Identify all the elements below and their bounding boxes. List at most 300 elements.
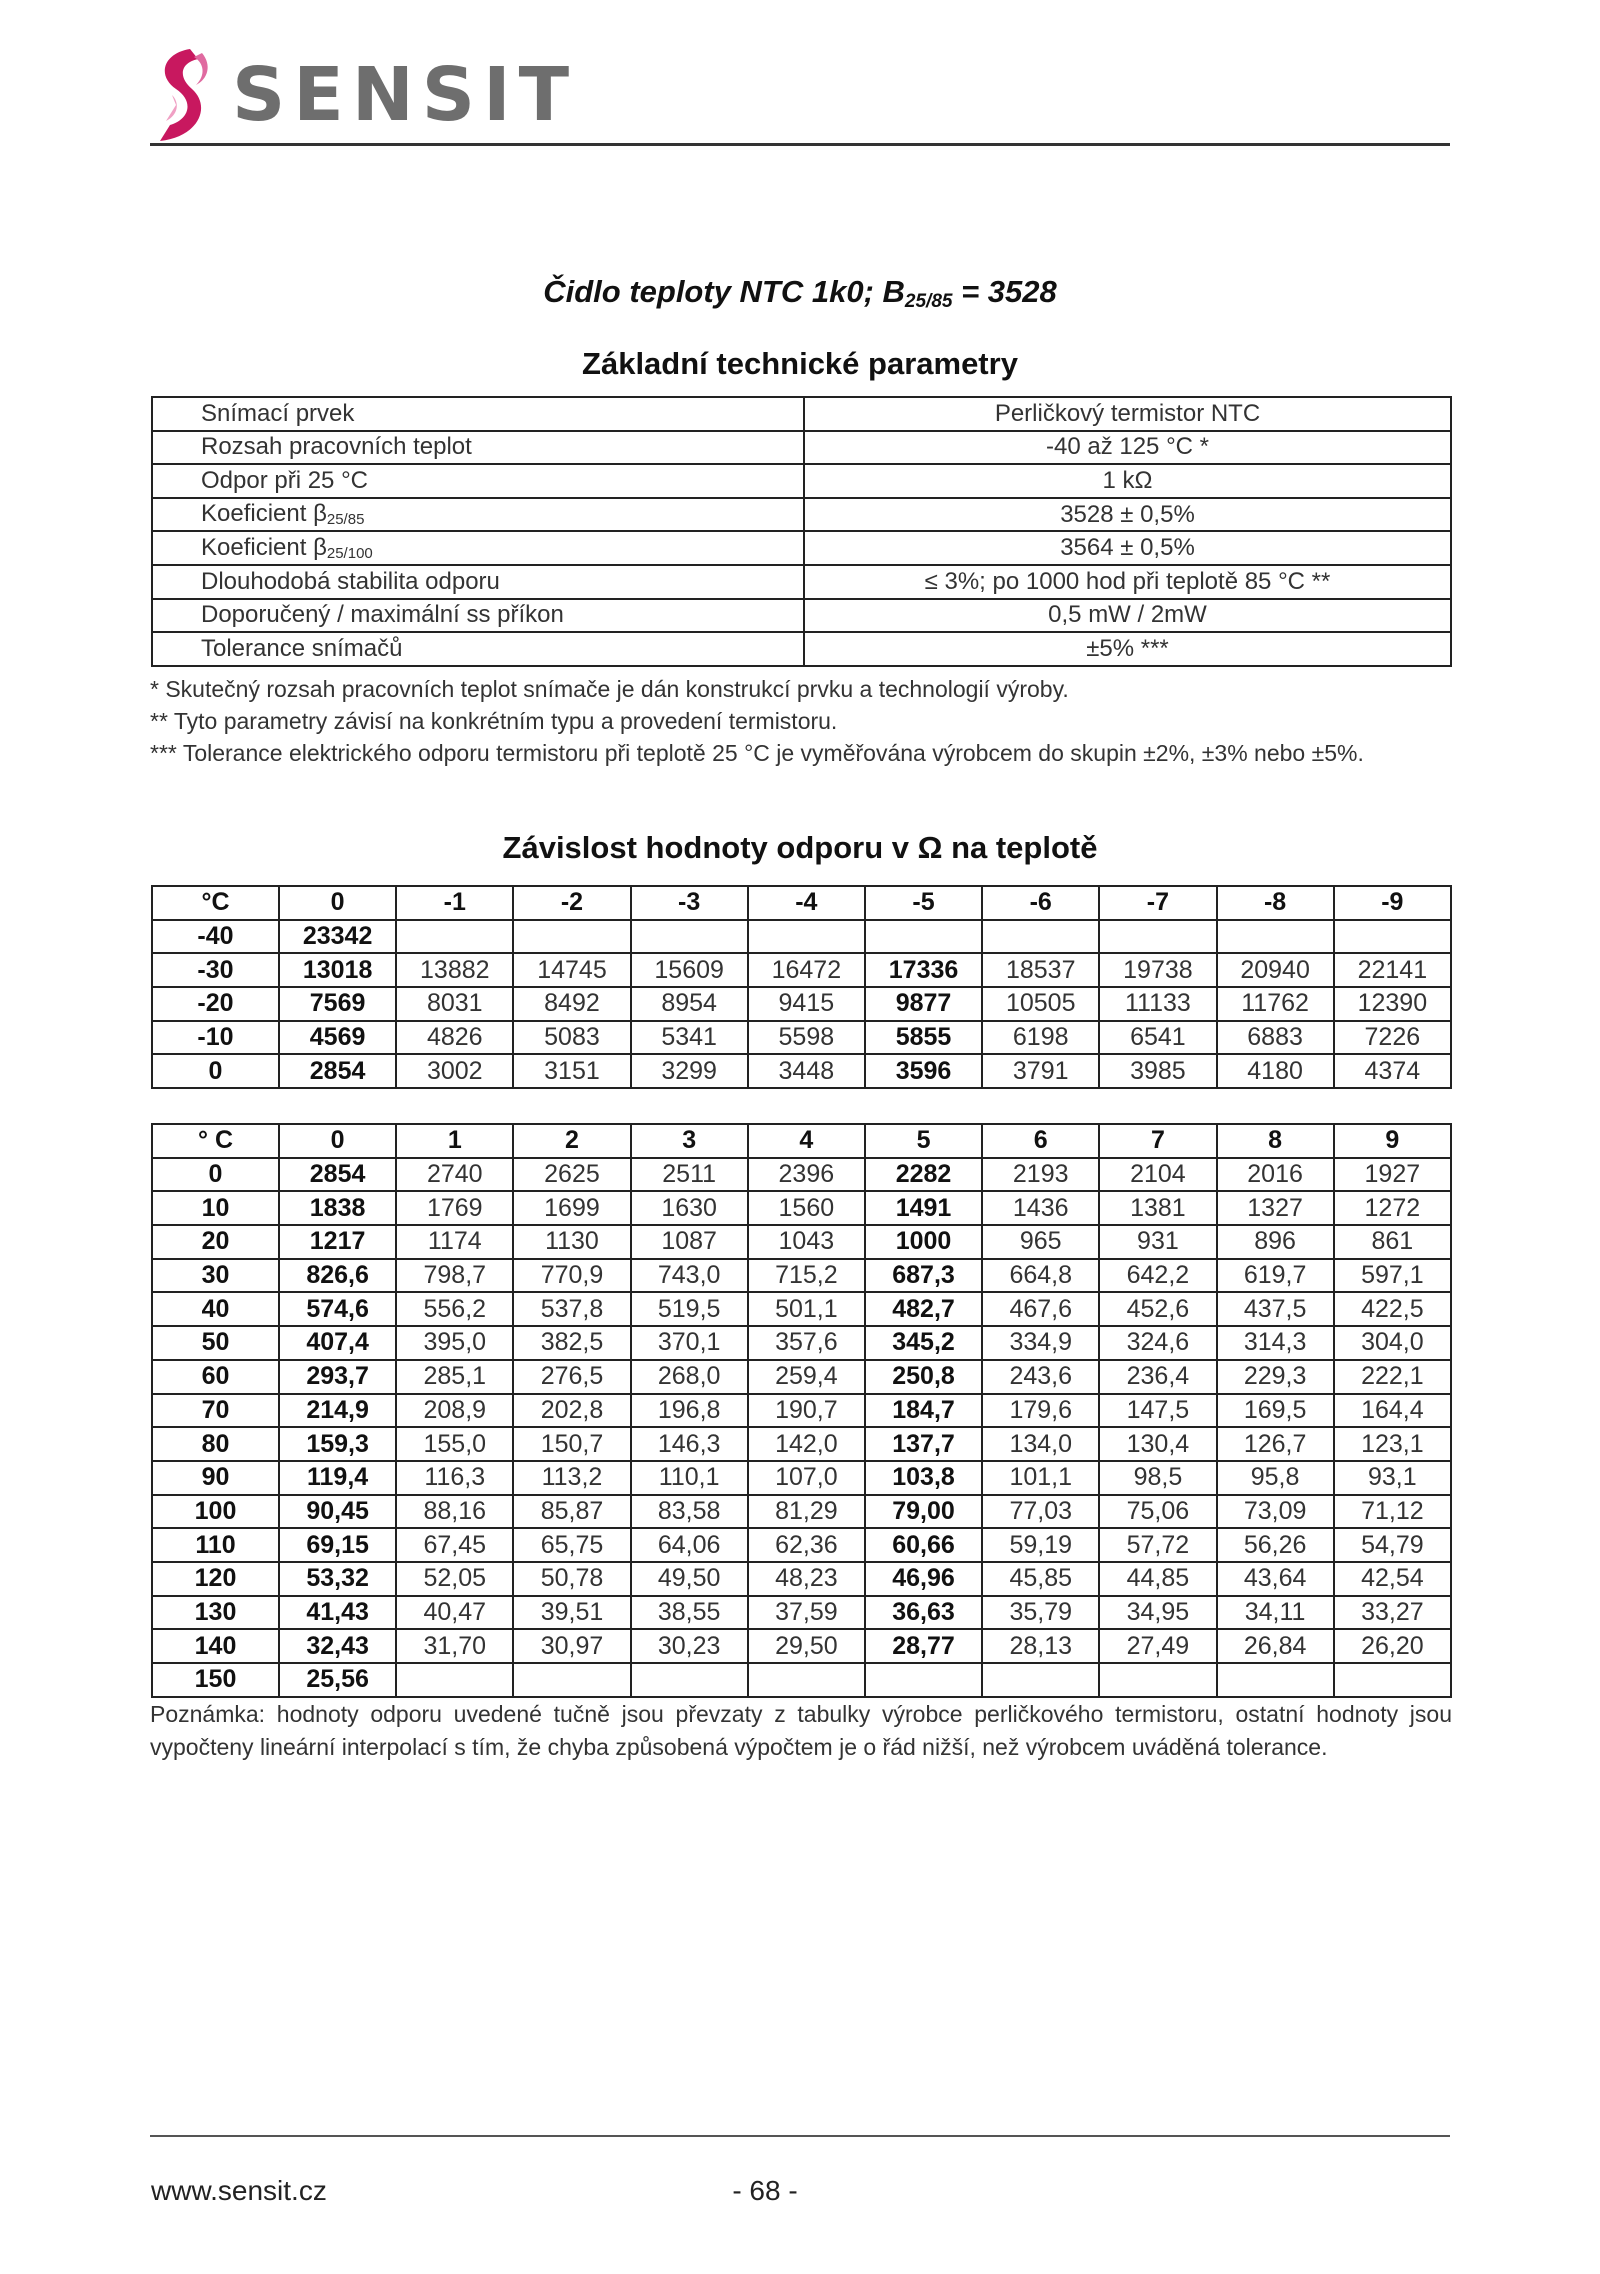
table-cell: 93,1	[1334, 1461, 1451, 1495]
table-cell: 3448	[748, 1054, 865, 1088]
table-cell: 574,6	[279, 1292, 396, 1326]
table-row	[152, 1562, 1451, 1596]
row-header: -10	[152, 1021, 279, 1055]
column-header: -4	[748, 886, 865, 920]
row-header: 120	[152, 1562, 279, 1596]
table-cell: 229,3	[1217, 1360, 1334, 1394]
table-row	[152, 987, 1451, 1021]
table-cell: 357,6	[748, 1326, 865, 1360]
table-cell: 126,7	[1217, 1427, 1334, 1461]
param-label-subscript: 25/100	[326, 544, 373, 562]
row-header: 40	[152, 1292, 279, 1326]
param-value: 1 kΩ	[804, 464, 1451, 498]
table-cell: 30,97	[513, 1629, 630, 1663]
table-cell: 2396	[748, 1158, 865, 1192]
table-cell: 13018	[279, 953, 396, 987]
table-cell: 664,8	[982, 1259, 1099, 1293]
table-cell: 25,56	[279, 1663, 396, 1697]
row-header: 20	[152, 1225, 279, 1259]
footer-url: www.sensit.cz	[151, 2175, 327, 2206]
page-number: - 68 -	[732, 2175, 798, 2206]
table-cell: 90,45	[279, 1495, 396, 1529]
row-header: 10	[152, 1191, 279, 1225]
footnotes	[150, 673, 1452, 769]
table-cell: 26,84	[1217, 1629, 1334, 1663]
table-row	[152, 1158, 1451, 1192]
table-cell: 715,2	[748, 1259, 865, 1293]
params-table	[151, 396, 1452, 667]
table-cell: 5341	[631, 1021, 748, 1055]
table-cell: 2854	[279, 1054, 396, 1088]
table-cell: 3299	[631, 1054, 748, 1088]
param-label	[152, 599, 804, 633]
table-cell: 382,5	[513, 1326, 630, 1360]
table-cell: 345,2	[865, 1326, 982, 1360]
param-label	[152, 464, 804, 498]
table-cell: 519,5	[631, 1292, 748, 1326]
param-value: ≤ 3%; po 1000 hod při teplotě 85 °C **	[804, 565, 1451, 599]
param-label-text: Koeficient β	[201, 500, 327, 528]
remark-note: Poznámka: hodnoty odporu uvedené tučně jsou převzaty z tabulky výrobce perličkového termistoru, ostatní hodnoty jsou vypočteny lineární interpolací s tím, že chyba způsobená výpočtem je o řád nižší, než výrobcem uváděná tolerance.	[150, 1701, 1452, 1760]
table-header-row	[152, 1124, 1451, 1158]
title-suffix: = 3528	[952, 274, 1057, 309]
table-cell: 85,87	[513, 1495, 630, 1529]
table-cell: 1381	[1099, 1191, 1216, 1225]
resistance-table-positive	[151, 1123, 1452, 1698]
param-value: -40 až 125 °C *	[804, 431, 1451, 465]
table-cell: 37,59	[748, 1596, 865, 1630]
param-row	[152, 464, 1451, 498]
row-header: 80	[152, 1427, 279, 1461]
table-row	[152, 1259, 1451, 1293]
table-cell: 190,7	[748, 1394, 865, 1428]
table-cell	[513, 1663, 630, 1697]
table-cell: 196,8	[631, 1394, 748, 1428]
param-label-text: Snímací prvek	[201, 399, 355, 427]
sensit-logo-mark-icon	[150, 45, 220, 145]
header-divider	[150, 143, 1450, 146]
table-cell: 5598	[748, 1021, 865, 1055]
table-cell: 236,4	[1099, 1360, 1216, 1394]
table-cell: 79,00	[865, 1495, 982, 1529]
param-label-text: Odpor při 25 °C	[201, 466, 369, 494]
footnote: ** Tyto parametry závisí na konkrétním typu a provedení termistoru.	[150, 708, 838, 734]
table-cell: 53,32	[279, 1562, 396, 1596]
column-header: -5	[865, 886, 982, 920]
title-prefix: Čidlo teploty NTC 1k0; B	[543, 274, 905, 309]
table-cell	[1099, 920, 1216, 954]
table-cell: 101,1	[982, 1461, 1099, 1495]
table-cell: 268,0	[631, 1360, 748, 1394]
table-cell: 826,6	[279, 1259, 396, 1293]
param-label-text: Koeficient β	[201, 533, 327, 561]
column-header: -7	[1099, 886, 1216, 920]
column-header: 2	[513, 1124, 630, 1158]
table-cell: 179,6	[982, 1394, 1099, 1428]
table-cell: 113,2	[513, 1461, 630, 1495]
param-label-text: Rozsah pracovních teplot	[201, 433, 472, 461]
table-cell: 10505	[982, 987, 1099, 1021]
row-header: -20	[152, 987, 279, 1021]
column-header: 1	[396, 1124, 513, 1158]
table-cell: 798,7	[396, 1259, 513, 1293]
table-cell	[982, 1663, 1099, 1697]
table-cell: 467,6	[982, 1292, 1099, 1326]
param-label	[152, 565, 804, 599]
table-cell: 1000	[865, 1225, 982, 1259]
footer-divider	[150, 2135, 1450, 2137]
table-cell: 88,16	[396, 1495, 513, 1529]
table-cell	[513, 920, 630, 954]
table-cell: 3596	[865, 1054, 982, 1088]
table-cell: 422,5	[1334, 1292, 1451, 1326]
table-row	[152, 1394, 1451, 1428]
table-row	[152, 1054, 1451, 1088]
table-cell	[1217, 1663, 1334, 1697]
table-cell: 2193	[982, 1158, 1099, 1192]
table-cell: 214,9	[279, 1394, 396, 1428]
table-cell: 304,0	[1334, 1326, 1451, 1360]
table-cell: 4374	[1334, 1054, 1451, 1088]
footnote: * Skutečný rozsah pracovních teplot snímače je dán konstrukcí prvku a technologií výroby.	[150, 676, 1069, 702]
table-cell: 222,1	[1334, 1360, 1451, 1394]
table-cell: 45,85	[982, 1562, 1099, 1596]
param-row	[152, 632, 1451, 666]
table-cell: 164,4	[1334, 1394, 1451, 1428]
table-cell: 208,9	[396, 1394, 513, 1428]
table-cell: 184,7	[865, 1394, 982, 1428]
column-header: 3	[631, 1124, 748, 1158]
table-cell: 1927	[1334, 1158, 1451, 1192]
table-cell: 44,85	[1099, 1562, 1216, 1596]
table-cell: 32,43	[279, 1629, 396, 1663]
table-cell: 36,63	[865, 1596, 982, 1630]
table-cell: 34,11	[1217, 1596, 1334, 1630]
table-cell: 95,8	[1217, 1461, 1334, 1495]
table-cell: 5083	[513, 1021, 630, 1055]
table-cell: 67,45	[396, 1528, 513, 1562]
table-header-row	[152, 886, 1451, 920]
document-title	[150, 274, 1450, 313]
param-value: 3564 ± 0,5%	[804, 531, 1451, 565]
table-cell	[396, 920, 513, 954]
table-cell: 52,05	[396, 1562, 513, 1596]
column-header: 0	[279, 886, 396, 920]
table-cell: 370,1	[631, 1326, 748, 1360]
row-header: 0	[152, 1054, 279, 1088]
table-cell: 1769	[396, 1191, 513, 1225]
column-header: °C	[152, 886, 279, 920]
table-cell: 6198	[982, 1021, 1099, 1055]
table-cell: 2625	[513, 1158, 630, 1192]
table-cell: 1130	[513, 1225, 630, 1259]
resistance-table-negative	[151, 885, 1452, 1089]
table-cell: 202,8	[513, 1394, 630, 1428]
table-cell: 27,49	[1099, 1629, 1216, 1663]
table-cell: 1491	[865, 1191, 982, 1225]
table-cell: 29,50	[748, 1629, 865, 1663]
table-cell: 40,47	[396, 1596, 513, 1630]
column-header: 8	[1217, 1124, 1334, 1158]
table-cell: 11762	[1217, 987, 1334, 1021]
table-cell: 46,96	[865, 1562, 982, 1596]
column-header: 9	[1334, 1124, 1451, 1158]
table-cell: 314,3	[1217, 1326, 1334, 1360]
column-header: -2	[513, 886, 630, 920]
table-cell: 33,27	[1334, 1596, 1451, 1630]
table-cell: 250,8	[865, 1360, 982, 1394]
table-cell: 770,9	[513, 1259, 630, 1293]
param-row	[152, 397, 1451, 431]
table-row	[152, 1596, 1451, 1630]
row-header: 30	[152, 1259, 279, 1293]
table-cell: 18537	[982, 953, 1099, 987]
table-cell: 11133	[1099, 987, 1216, 1021]
table-row	[152, 1629, 1451, 1663]
params-heading: Základní technické parametry	[582, 346, 1018, 381]
param-value: 0,5 mW / 2mW	[804, 599, 1451, 633]
table-cell: 15609	[631, 953, 748, 987]
param-row	[152, 565, 1451, 599]
table-cell: 146,3	[631, 1427, 748, 1461]
table-cell: 42,54	[1334, 1562, 1451, 1596]
param-label-text: Tolerance snímačů	[201, 634, 403, 662]
table-cell: 5855	[865, 1021, 982, 1055]
table-cell: 26,20	[1334, 1629, 1451, 1663]
table-cell: 119,4	[279, 1461, 396, 1495]
table-cell: 537,8	[513, 1292, 630, 1326]
table-cell: 3791	[982, 1054, 1099, 1088]
param-value: Perličkový termistor NTC	[804, 397, 1451, 431]
table-cell	[631, 1663, 748, 1697]
footnote: *** Tolerance elektrického odporu termistoru při teplotě 25 °C je vyměřována výrobcem do skupin ±2%, ±3% nebo ±5%.	[150, 740, 1364, 766]
sensit-logo	[150, 45, 577, 145]
table-cell: 142,0	[748, 1427, 865, 1461]
column-header: -3	[631, 886, 748, 920]
table-cell: 12390	[1334, 987, 1451, 1021]
table-cell: 98,5	[1099, 1461, 1216, 1495]
table-cell: 556,2	[396, 1292, 513, 1326]
column-header: 7	[1099, 1124, 1216, 1158]
table-cell: 4826	[396, 1021, 513, 1055]
table-cell	[396, 1663, 513, 1697]
table-cell	[1334, 920, 1451, 954]
table-cell: 137,7	[865, 1427, 982, 1461]
row-header: 150	[152, 1663, 279, 1697]
column-header: -1	[396, 886, 513, 920]
table-row	[152, 1326, 1451, 1360]
param-row	[152, 531, 1451, 565]
table-cell: 1630	[631, 1191, 748, 1225]
table-cell: 1838	[279, 1191, 396, 1225]
table-cell: 501,1	[748, 1292, 865, 1326]
table-row	[152, 1225, 1451, 1259]
table-cell: 19738	[1099, 953, 1216, 987]
table-row	[152, 1021, 1451, 1055]
table-cell: 437,5	[1217, 1292, 1334, 1326]
table-cell: 452,6	[1099, 1292, 1216, 1326]
table-cell: 14745	[513, 953, 630, 987]
table-cell: 2016	[1217, 1158, 1334, 1192]
table-cell: 965	[982, 1225, 1099, 1259]
table-cell: 83,58	[631, 1495, 748, 1529]
table-cell: 169,5	[1217, 1394, 1334, 1428]
table-cell: 259,4	[748, 1360, 865, 1394]
table-cell: 134,0	[982, 1427, 1099, 1461]
param-label	[152, 431, 804, 465]
table-cell: 2854	[279, 1158, 396, 1192]
table-cell: 65,75	[513, 1528, 630, 1562]
table-cell: 6541	[1099, 1021, 1216, 1055]
table-cell: 62,36	[748, 1528, 865, 1562]
row-header: -40	[152, 920, 279, 954]
table-cell: 41,43	[279, 1596, 396, 1630]
param-label	[152, 397, 804, 431]
column-header: 4	[748, 1124, 865, 1158]
table-cell: 395,0	[396, 1326, 513, 1360]
table-cell: 30,23	[631, 1629, 748, 1663]
table-cell: 2511	[631, 1158, 748, 1192]
table-row	[152, 1461, 1451, 1495]
table-cell: 896	[1217, 1225, 1334, 1259]
table-cell: 743,0	[631, 1259, 748, 1293]
table-cell: 155,0	[396, 1427, 513, 1461]
table-cell: 81,29	[748, 1495, 865, 1529]
table-cell: 619,7	[1217, 1259, 1334, 1293]
table-cell: 116,3	[396, 1461, 513, 1495]
table-cell	[748, 1663, 865, 1697]
table-cell: 3985	[1099, 1054, 1216, 1088]
table-cell: 150,7	[513, 1427, 630, 1461]
table-cell: 642,2	[1099, 1259, 1216, 1293]
table-cell: 9877	[865, 987, 982, 1021]
table-cell: 107,0	[748, 1461, 865, 1495]
table-cell	[865, 1663, 982, 1697]
table-cell: 28,77	[865, 1629, 982, 1663]
table-cell	[631, 920, 748, 954]
table-cell: 4180	[1217, 1054, 1334, 1088]
table-cell: 123,1	[1334, 1427, 1451, 1461]
param-label	[152, 498, 804, 532]
column-header: -8	[1217, 886, 1334, 920]
row-header: -30	[152, 953, 279, 987]
table-cell: 243,6	[982, 1360, 1099, 1394]
column-header: -9	[1334, 886, 1451, 920]
param-row	[152, 498, 1451, 532]
row-header: 110	[152, 1528, 279, 1562]
table-cell: 69,15	[279, 1528, 396, 1562]
table-cell: 8954	[631, 987, 748, 1021]
table-cell: 3002	[396, 1054, 513, 1088]
table-cell: 73,09	[1217, 1495, 1334, 1529]
table-cell: 8492	[513, 987, 630, 1021]
param-value: ±5% ***	[804, 632, 1451, 666]
table-cell: 2282	[865, 1158, 982, 1192]
table-cell: 6883	[1217, 1021, 1334, 1055]
column-header: -6	[982, 886, 1099, 920]
table-cell: 35,79	[982, 1596, 1099, 1630]
resistance-heading: Závislost hodnoty odporu v Ω na teplotě	[502, 830, 1098, 865]
table-cell: 482,7	[865, 1292, 982, 1326]
table-cell: 17336	[865, 953, 982, 987]
table-cell: 23342	[279, 920, 396, 954]
table-row	[152, 1191, 1451, 1225]
table-cell: 60,66	[865, 1528, 982, 1562]
table-cell: 1087	[631, 1225, 748, 1259]
table-cell: 57,72	[1099, 1528, 1216, 1562]
table-cell	[982, 920, 1099, 954]
param-label	[152, 531, 804, 565]
table-cell: 861	[1334, 1225, 1451, 1259]
column-header: 5	[865, 1124, 982, 1158]
table-cell: 34,95	[1099, 1596, 1216, 1630]
table-row	[152, 1495, 1451, 1529]
table-cell: 13882	[396, 953, 513, 987]
logo-text: SENSIT	[232, 52, 578, 138]
table-cell: 39,51	[513, 1596, 630, 1630]
table-cell: 8031	[396, 987, 513, 1021]
table-cell	[865, 920, 982, 954]
table-cell: 22141	[1334, 953, 1451, 987]
table-cell: 7226	[1334, 1021, 1451, 1055]
table-cell: 1174	[396, 1225, 513, 1259]
table-cell: 54,79	[1334, 1528, 1451, 1562]
table-cell: 4569	[279, 1021, 396, 1055]
row-header: 50	[152, 1326, 279, 1360]
table-cell: 59,19	[982, 1528, 1099, 1562]
param-label	[152, 632, 804, 666]
param-label-subscript: 25/85	[326, 511, 365, 529]
table-cell: 597,1	[1334, 1259, 1451, 1293]
table-cell: 31,70	[396, 1629, 513, 1663]
title-subscript: 25/85	[904, 291, 953, 312]
table-row	[152, 1360, 1451, 1394]
table-cell: 2740	[396, 1158, 513, 1192]
table-cell: 75,06	[1099, 1495, 1216, 1529]
table-cell: 1436	[982, 1191, 1099, 1225]
table-cell: 43,64	[1217, 1562, 1334, 1596]
table-row	[152, 1292, 1451, 1326]
table-cell: 71,12	[1334, 1495, 1451, 1529]
param-value: 3528 ± 0,5%	[804, 498, 1451, 532]
table-cell: 1043	[748, 1225, 865, 1259]
row-header: 140	[152, 1629, 279, 1663]
row-header: 0	[152, 1158, 279, 1192]
table-cell: 110,1	[631, 1461, 748, 1495]
table-row	[152, 1663, 1451, 1697]
table-cell: 64,06	[631, 1528, 748, 1562]
table-cell: 147,5	[1099, 1394, 1216, 1428]
table-cell: 931	[1099, 1225, 1216, 1259]
table-cell: 9415	[748, 987, 865, 1021]
table-cell	[1217, 920, 1334, 954]
table-cell: 687,3	[865, 1259, 982, 1293]
row-header: 70	[152, 1394, 279, 1428]
table-cell: 20940	[1217, 953, 1334, 987]
table-cell: 48,23	[748, 1562, 865, 1596]
param-row	[152, 599, 1451, 633]
table-cell	[1099, 1663, 1216, 1697]
table-cell: 103,8	[865, 1461, 982, 1495]
table-cell: 1560	[748, 1191, 865, 1225]
table-cell: 334,9	[982, 1326, 1099, 1360]
table-cell: 16472	[748, 953, 865, 987]
table-cell: 276,5	[513, 1360, 630, 1394]
row-header: 90	[152, 1461, 279, 1495]
row-header: 130	[152, 1596, 279, 1630]
table-cell: 3151	[513, 1054, 630, 1088]
table-cell: 38,55	[631, 1596, 748, 1630]
